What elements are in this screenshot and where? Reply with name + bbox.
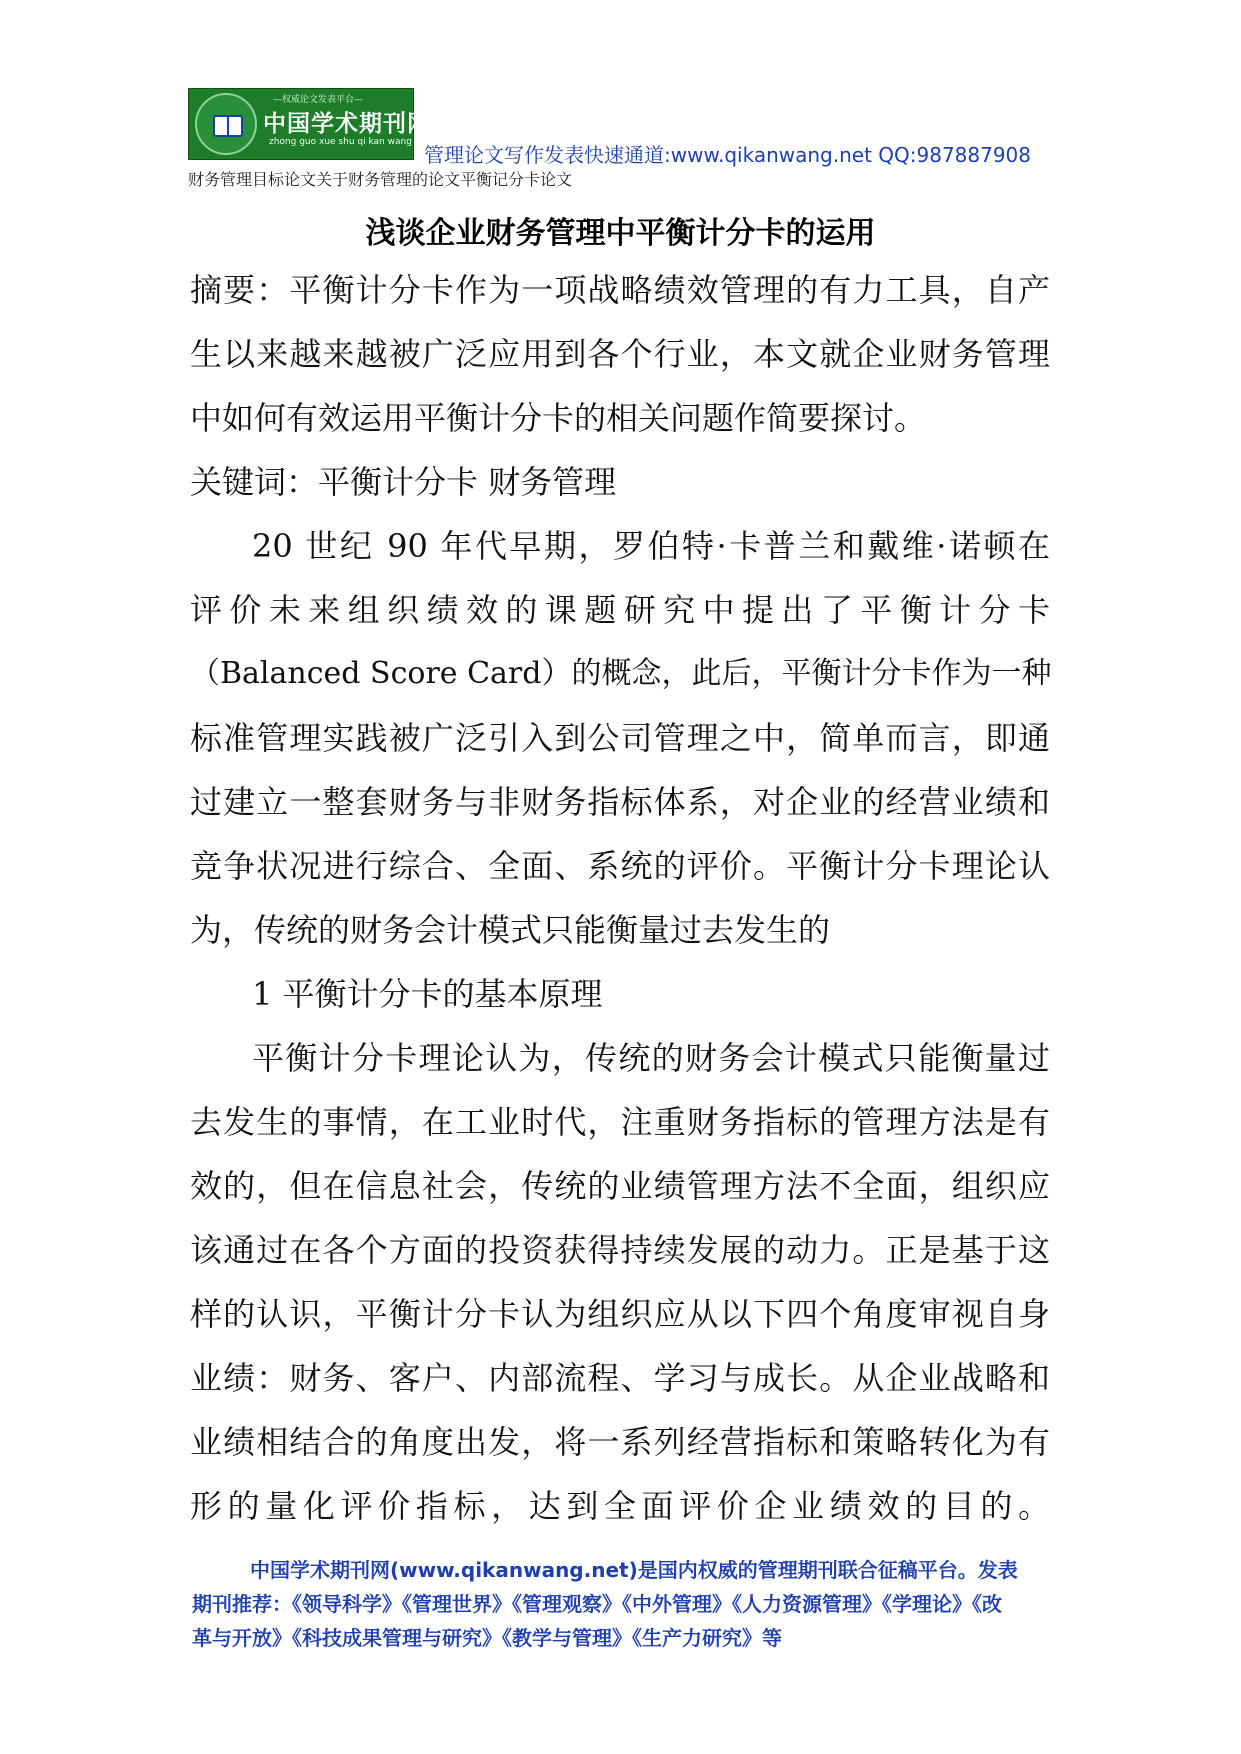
paragraph-line: 形的量化评价指标，达到全面评价企业绩效的目的。 [190,1487,1050,1525]
paragraph-line: （Balanced Score Card）的概念，此后，平衡计分卡作为一种 [190,656,1052,691]
header-submission-link[interactable]: 管理论文写作发表快速通道:www.qikanwang.net QQ:987887908 [424,143,1032,167]
paragraph-line: 竞争状况进行综合、全面、系统的评价。平衡计分卡理论认 [190,847,1050,885]
paragraph-line: 为，传统的财务会计模式只能衡量过去发生的 [190,911,831,949]
paragraph-line: 业绩相结合的角度出发，将一系列经营指标和策略转化为有 [190,1423,1050,1461]
book-icon [213,115,243,137]
logo-tagline: —权威论文发表平台— [273,95,364,105]
paragraph-line: 20 世纪 90 年代早期，罗伯特·卡普兰和戴维·诺顿在 [252,527,1050,565]
abstract-line: 生以来越来越被广泛应用到各个行业，本文就企业财务管理 [190,335,1050,373]
abstract-line: 摘要：平衡计分卡作为一项战略绩效管理的有力工具，自产 [190,271,1050,309]
logo-title: 中国学术期刊网 [263,111,431,137]
abstract-line: 中如何有效运用平衡计分卡的相关问题作简要探讨。 [190,399,927,437]
paragraph-line: 平衡计分卡理论认为，传统的财务会计模式只能衡量过 [252,1039,1050,1077]
paragraph-line: 评价未来组织绩效的课题研究中提出了平衡计分卡 [190,591,1050,629]
footer-line: 革与开放》《科技成果管理与研究》《教学与管理》《生产力研究》等 [192,1626,782,1650]
footer-line: 中国学术期刊网(www.qikanwang.net)是国内权威的管理期刊联合征稿平台。发表 [250,1558,1018,1582]
logo-pinyin: zhong guo xue shu qi kan wang [269,137,412,147]
paragraph-line: 该通过在各个方面的投资获得持续发展的动力。正是基于这 [190,1231,1050,1269]
site-logo[interactable] [188,88,431,160]
paragraph-line: 效的，但在信息社会，传统的业绩管理方法不全面，组织应 [190,1167,1050,1205]
paragraph-line: 去发生的事情，在工业时代，注重财务指标的管理方法是有 [190,1103,1050,1141]
article-title: 浅谈企业财务管理中平衡计分卡的运用 [365,216,876,251]
breadcrumb: 财务管理目标论文关于财务管理的论文平衡记分卡论文 [188,170,573,189]
paragraph-line: 业绩：财务、客户、内部流程、学习与成长。从企业战略和 [190,1359,1050,1397]
paragraph-line: 样的认识，平衡计分卡认为组织应从以下四个角度审视自身 [190,1295,1050,1333]
keywords-line: 关键词：平衡计分卡 财务管理 [190,463,617,501]
section-heading: 1 平衡计分卡的基本原理 [252,975,603,1013]
logo-emblem-icon [195,93,257,155]
paragraph-line: 过建立一整套财务与非财务指标体系，对企业的经营业绩和 [190,783,1050,821]
footer-line: 期刊推荐：《领导科学》《管理世界》《管理观察》《中外管理》《人力资源管理》《学理论》《改 [192,1592,1002,1616]
paragraph-line: 标准管理实践被广泛引入到公司管理之中，简单而言，即通 [190,719,1050,757]
